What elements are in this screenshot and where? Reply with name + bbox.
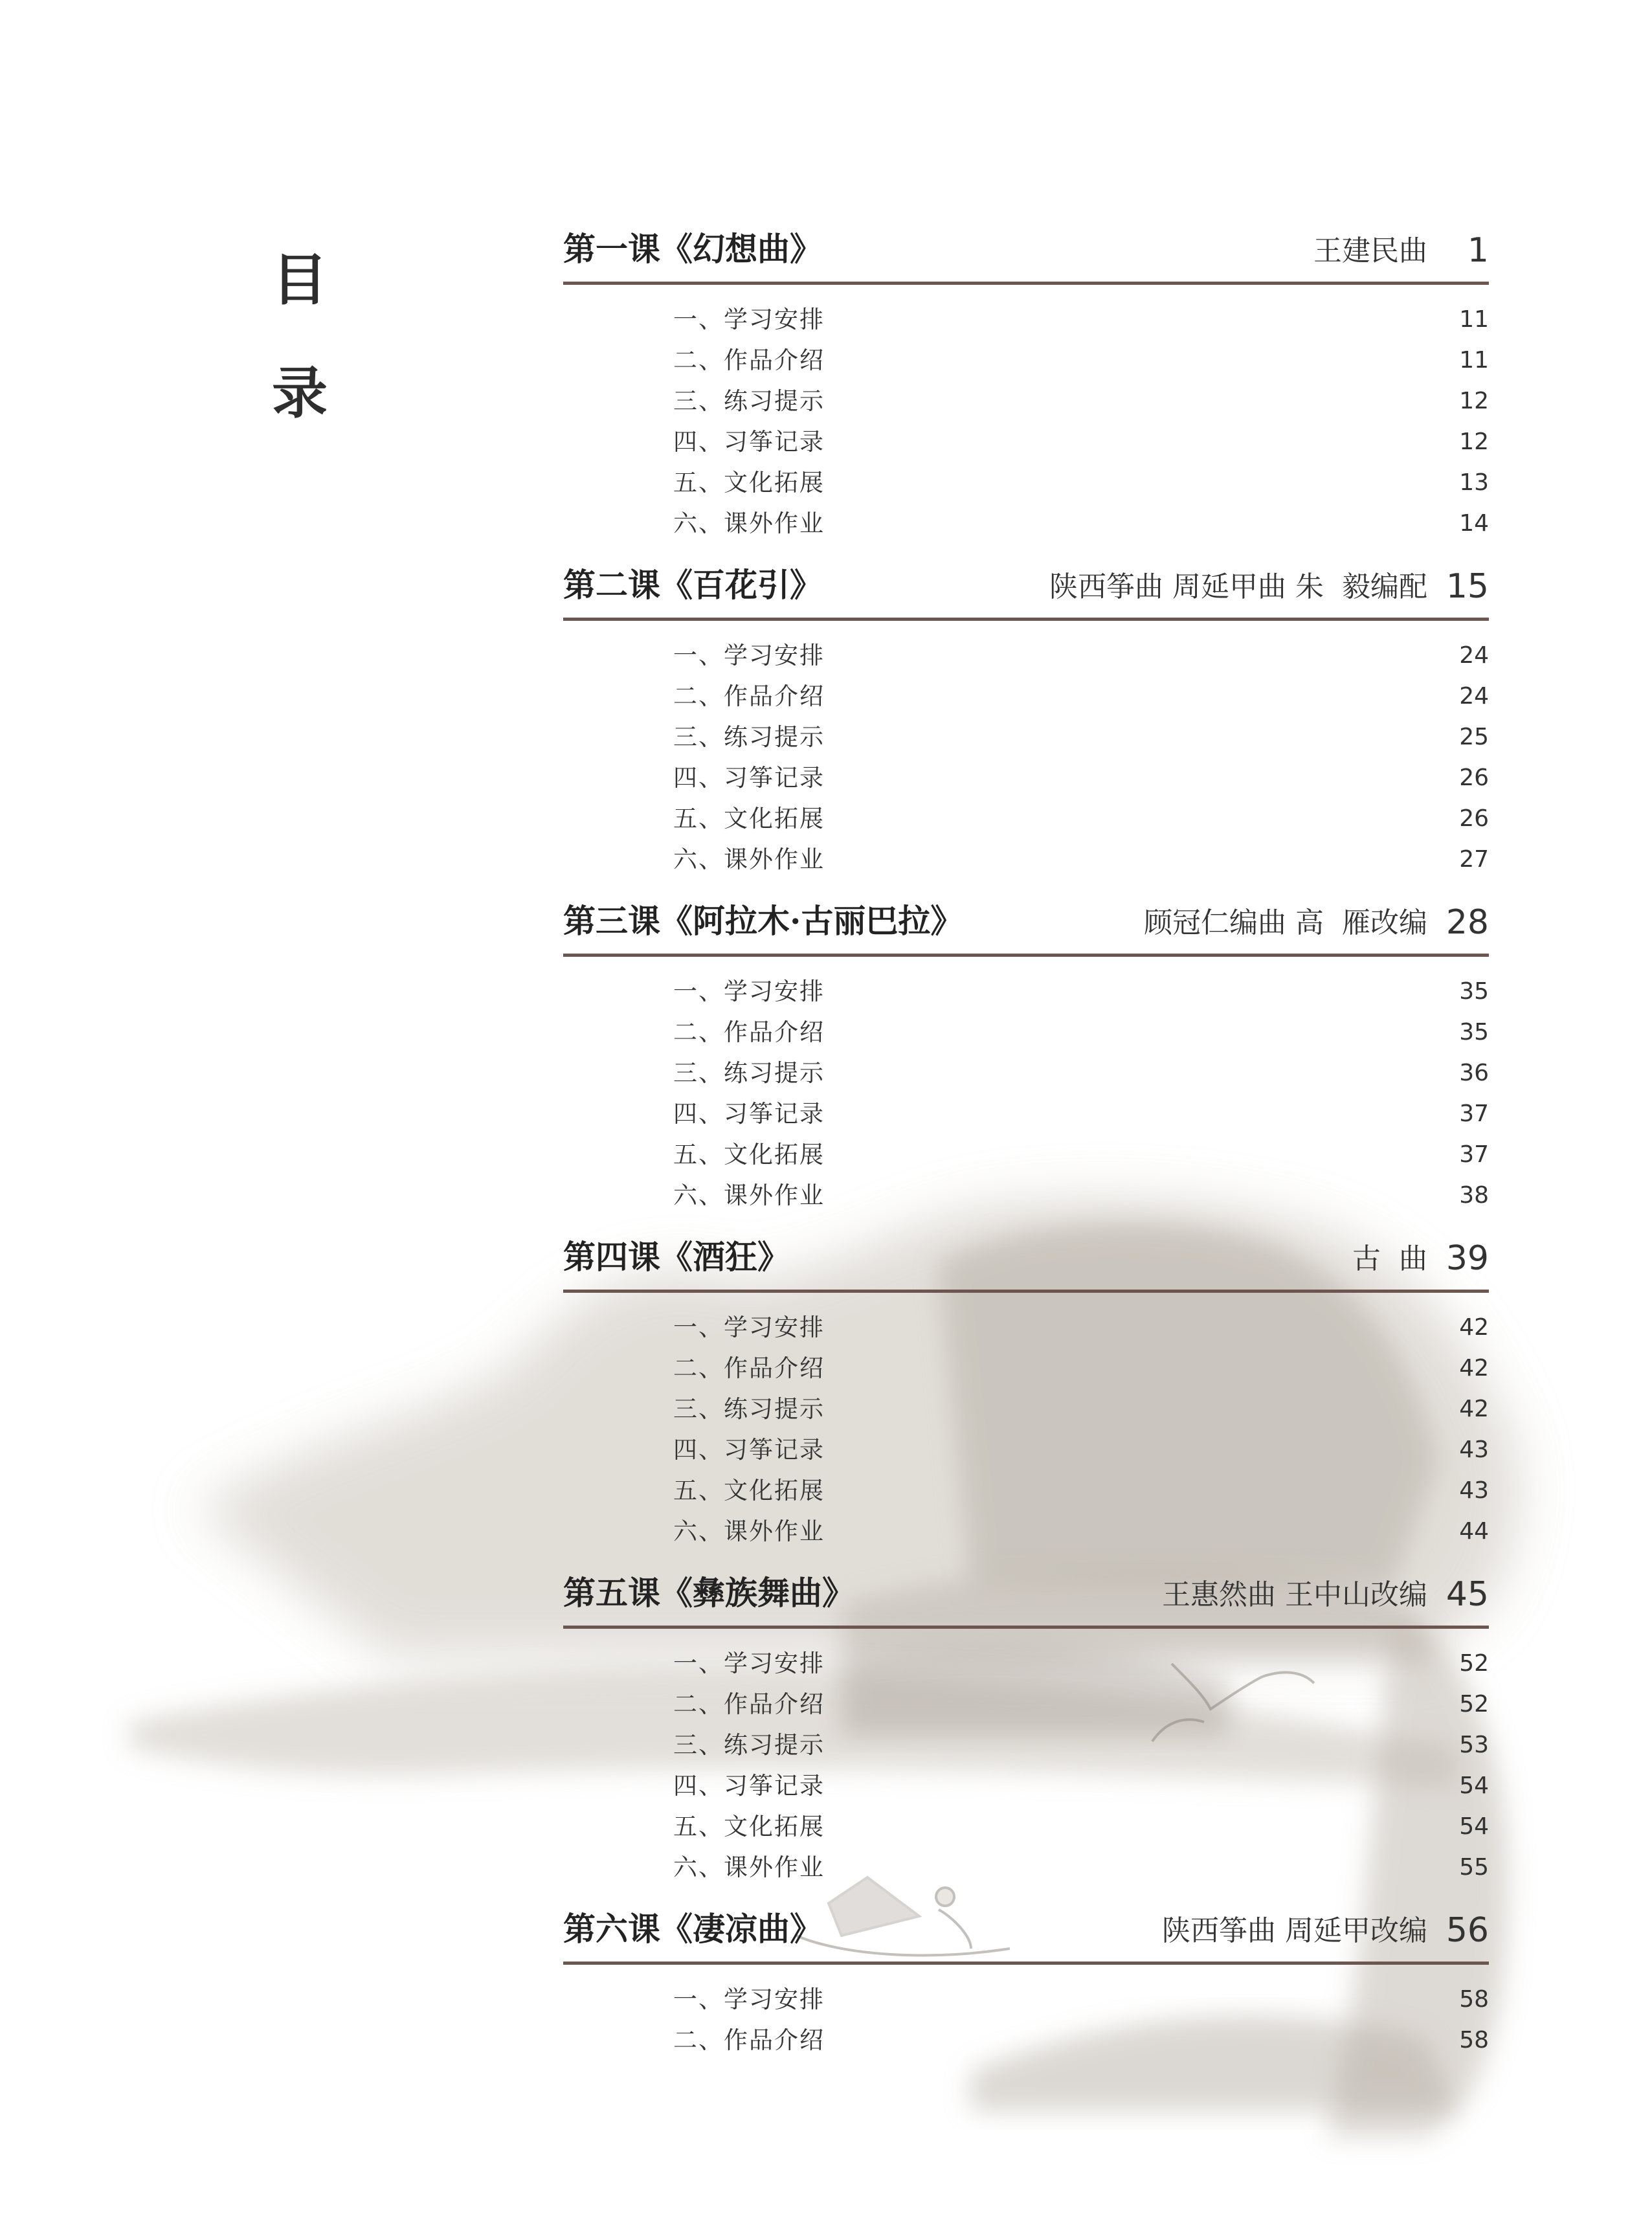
toc-item[interactable] [563, 2020, 1489, 2061]
toc-item[interactable] [563, 798, 1489, 839]
toc-item[interactable] [563, 1348, 1489, 1389]
toc-item[interactable] [563, 1847, 1489, 1888]
toc-item-page-number: 43 [1459, 1477, 1489, 1504]
toc-item-page-number: 25 [1459, 724, 1489, 750]
lesson-page-number: 1 [1467, 231, 1489, 270]
toc-item-page-number: 43 [1459, 1437, 1489, 1463]
toc-item-page-number: 54 [1459, 1813, 1489, 1840]
toc-item-label: 三、练习提示 [673, 387, 825, 415]
toc-item-page-number: 42 [1459, 1396, 1489, 1422]
toc-item-list [563, 635, 1489, 880]
toc-item-page-number: 12 [1459, 388, 1489, 414]
toc-item[interactable] [563, 503, 1489, 544]
toc-lesson-header[interactable] [563, 1228, 1489, 1293]
toc-item[interactable] [563, 971, 1489, 1012]
lesson-page-number: 56 [1446, 1911, 1489, 1950]
lesson-title: 第二课《百花引》 [563, 566, 822, 604]
page-title-char: 录 [272, 361, 328, 426]
table-of-contents [563, 220, 1489, 2236]
toc-item-label: 二、作品介绍 [673, 346, 825, 374]
lesson-page-number: 28 [1446, 903, 1489, 942]
toc-item-label: 一、学习安排 [673, 306, 825, 333]
toc-item-label: 四、习筝记录 [673, 1772, 825, 1800]
toc-item-label: 三、练习提示 [673, 1731, 825, 1759]
toc-item-page-number: 26 [1459, 765, 1489, 791]
toc-item-page-number: 26 [1459, 805, 1489, 832]
toc-lesson-header[interactable] [563, 556, 1489, 621]
toc-item-label: 五、文化拓展 [673, 469, 825, 497]
toc-item[interactable] [563, 1307, 1489, 1348]
toc-item[interactable] [563, 462, 1489, 503]
toc-item[interactable] [563, 1093, 1489, 1134]
toc-item[interactable] [563, 299, 1489, 340]
toc-item-label: 六、课外作业 [673, 1853, 825, 1881]
toc-item-list [563, 299, 1489, 544]
toc-item-page-number: 12 [1459, 429, 1489, 455]
toc-item-label: 六、课外作业 [673, 509, 825, 537]
toc-item[interactable] [563, 1725, 1489, 1765]
toc-item-label: 五、文化拓展 [673, 1477, 825, 1504]
toc-item[interactable] [563, 1511, 1489, 1552]
toc-item[interactable] [563, 1429, 1489, 1470]
toc-item-label: 五、文化拓展 [673, 1141, 825, 1168]
toc-item-label: 四、习筝记录 [673, 428, 825, 456]
toc-item-list [563, 1643, 1489, 1888]
toc-item-label: 一、学习安排 [673, 978, 825, 1005]
lesson-credit: 古 曲 [1352, 1242, 1427, 1275]
page-title [272, 223, 328, 450]
toc-item-label: 四、习筝记录 [673, 1436, 825, 1464]
lesson-page-number: 15 [1446, 567, 1489, 606]
toc-item-label: 一、学习安排 [673, 642, 825, 669]
toc-lesson-header[interactable] [563, 1900, 1489, 1965]
toc-item-label: 六、课外作业 [673, 845, 825, 873]
lesson-credit: 陕西筝曲 周延甲改编 [1162, 1914, 1427, 1947]
toc-item-label: 四、习筝记录 [673, 764, 825, 792]
toc-item-page-number: 52 [1459, 1650, 1489, 1677]
toc-item-page-number: 38 [1459, 1182, 1489, 1209]
toc-item-label: 一、学习安排 [673, 1314, 825, 1341]
toc-item-page-number: 44 [1459, 1518, 1489, 1545]
lesson-credit: 顾冠仁编曲 高 雁改编 [1144, 906, 1427, 939]
toc-item[interactable] [563, 717, 1489, 757]
toc-item-label: 一、学习安排 [673, 1649, 825, 1677]
toc-item[interactable] [563, 1643, 1489, 1684]
toc-item[interactable] [563, 1684, 1489, 1725]
toc-item[interactable] [563, 1979, 1489, 2020]
toc-item-label: 三、练习提示 [673, 1395, 825, 1423]
toc-item-page-number: 36 [1459, 1060, 1489, 1086]
toc-item-label: 六、课外作业 [673, 1517, 825, 1545]
toc-item-page-number: 27 [1459, 846, 1489, 873]
toc-item[interactable] [563, 1765, 1489, 1806]
toc-item-label: 二、作品介绍 [673, 1690, 825, 1718]
toc-item-page-number: 37 [1459, 1101, 1489, 1127]
toc-item-page-number: 58 [1459, 2027, 1489, 2053]
toc-item-label: 五、文化拓展 [673, 1813, 825, 1840]
toc-item[interactable] [563, 1175, 1489, 1216]
toc-item-page-number: 24 [1459, 683, 1489, 710]
toc-item-list [563, 971, 1489, 1216]
toc-lesson [563, 1900, 1489, 2236]
toc-item-label: 六、课外作业 [673, 1181, 825, 1209]
toc-item-page-number: 11 [1459, 347, 1489, 374]
toc-item-page-number: 24 [1459, 642, 1489, 669]
toc-item-label: 四、习筝记录 [673, 1100, 825, 1128]
page-title-char: 目 [272, 247, 328, 313]
toc-item-list [563, 1307, 1489, 1552]
lesson-credit: 王惠然曲 王中山改编 [1162, 1578, 1427, 1611]
lesson-title: 第一课《幻想曲》 [563, 230, 822, 268]
toc-item-page-number: 14 [1459, 510, 1489, 537]
toc-item-page-number: 37 [1459, 1141, 1489, 1168]
toc-item-label: 二、作品介绍 [673, 1354, 825, 1382]
toc-item[interactable] [563, 839, 1489, 880]
lesson-title: 第五课《彝族舞曲》 [563, 1574, 854, 1612]
toc-item-page-number: 42 [1459, 1355, 1489, 1381]
toc-item-label: 二、作品介绍 [673, 1018, 825, 1046]
toc-lesson-header[interactable] [563, 220, 1489, 285]
toc-item-label: 二、作品介绍 [673, 2026, 825, 2054]
lesson-title: 第六课《凄凉曲》 [563, 1910, 822, 1948]
toc-item-label: 三、练习提示 [673, 723, 825, 751]
toc-item[interactable] [563, 1389, 1489, 1429]
lesson-page-number: 39 [1446, 1239, 1489, 1278]
lesson-title: 第三课《阿拉木·古丽巴拉》 [563, 902, 963, 940]
toc-item[interactable] [563, 381, 1489, 421]
toc-item-page-number: 58 [1459, 1986, 1489, 2013]
toc-item[interactable] [563, 1134, 1489, 1175]
toc-item[interactable] [563, 1806, 1489, 1847]
toc-item[interactable] [563, 340, 1489, 381]
toc-lesson-header[interactable] [563, 892, 1489, 957]
toc-item[interactable] [563, 421, 1489, 462]
lesson-credit: 王建民曲 [1313, 234, 1427, 267]
toc-item-page-number: 53 [1459, 1732, 1489, 1758]
toc-item-page-number: 54 [1459, 1772, 1489, 1799]
toc-item-page-number: 35 [1459, 978, 1489, 1005]
toc-lesson-header[interactable] [563, 1564, 1489, 1629]
toc-item-label: 三、练习提示 [673, 1059, 825, 1087]
toc-lesson [563, 1228, 1489, 1564]
toc-item-page-number: 35 [1459, 1019, 1489, 1045]
toc-lesson [563, 892, 1489, 1228]
toc-item-page-number: 42 [1459, 1314, 1489, 1341]
toc-item-label: 五、文化拓展 [673, 805, 825, 833]
toc-item[interactable] [563, 676, 1489, 717]
toc-item[interactable] [563, 757, 1489, 798]
toc-item-list [563, 1979, 1489, 2061]
toc-item-label: 二、作品介绍 [673, 682, 825, 710]
toc-item[interactable] [563, 635, 1489, 676]
toc-item-page-number: 52 [1459, 1691, 1489, 1717]
toc-lesson [563, 220, 1489, 556]
toc-lesson [563, 1564, 1489, 1900]
lesson-page-number: 45 [1446, 1575, 1489, 1614]
toc-item[interactable] [563, 1470, 1489, 1511]
lesson-title: 第四课《酒狂》 [563, 1238, 790, 1276]
toc-item[interactable] [563, 1012, 1489, 1053]
toc-item[interactable] [563, 1053, 1489, 1093]
lesson-credit: 陕西筝曲 周延甲曲 朱 毅编配 [1049, 570, 1427, 603]
toc-item-page-number: 13 [1459, 469, 1489, 496]
toc-item-label: 一、学习安排 [673, 1985, 825, 2013]
toc-lesson [563, 556, 1489, 892]
toc-item-page-number: 55 [1459, 1854, 1489, 1881]
toc-item-page-number: 11 [1459, 306, 1489, 333]
